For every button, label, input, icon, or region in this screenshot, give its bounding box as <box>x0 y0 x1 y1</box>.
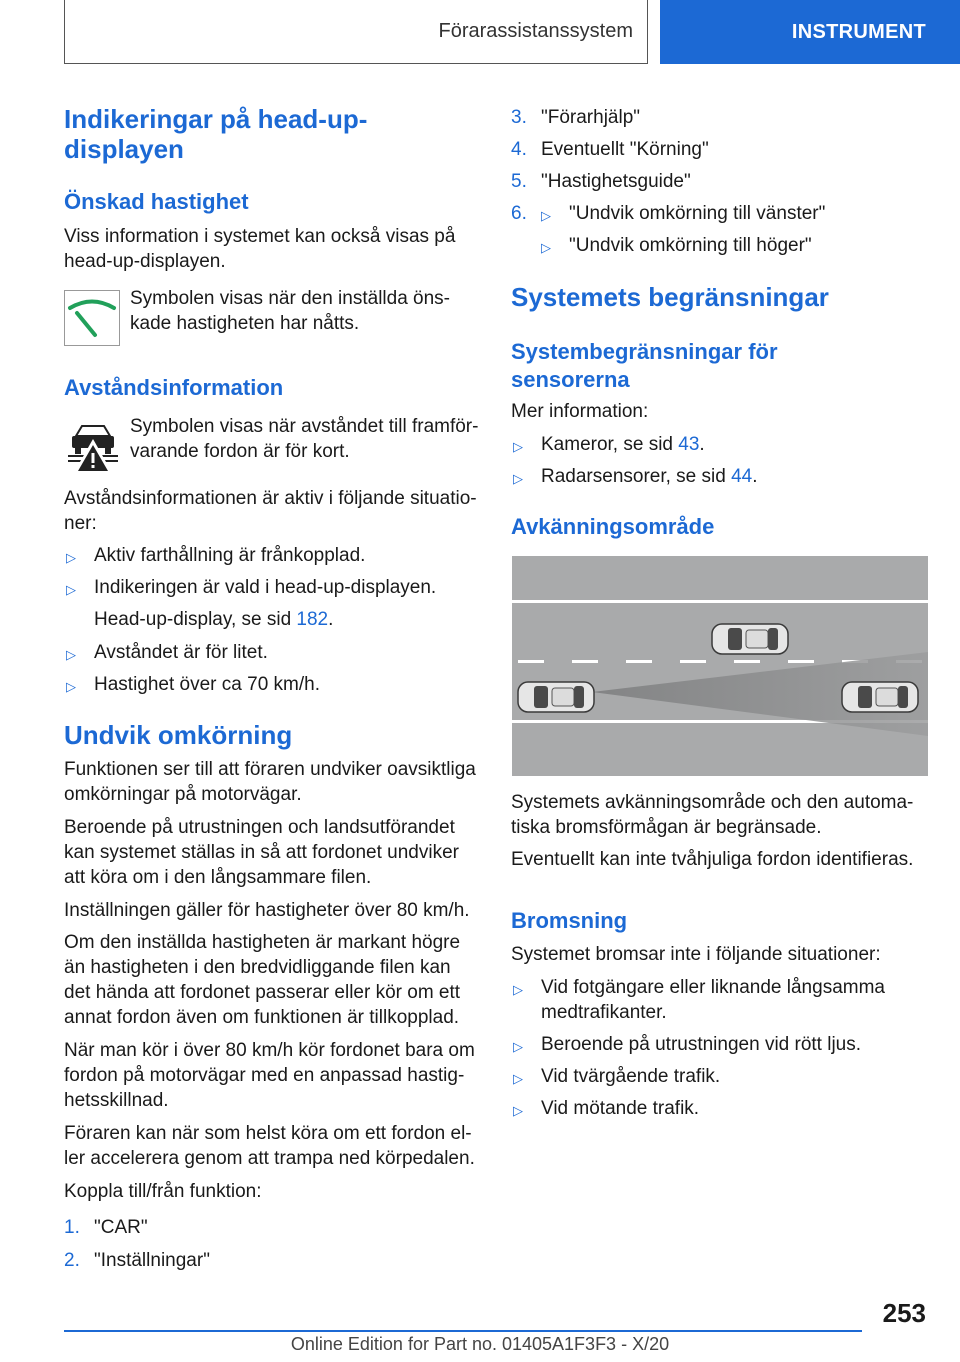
heading-systembegransningar-sensorer <box>511 338 778 394</box>
heading-avkanningsomrade: Avkänningsområde <box>511 514 715 539</box>
para-koppla <box>64 1179 482 1204</box>
cross-ref-end: . <box>699 434 705 455</box>
lane-edge-top <box>512 600 928 603</box>
para-line: tiska bromsförmågan är begränsade. <box>511 817 822 838</box>
para-line: ner: <box>64 513 97 534</box>
para-line: Avståndsinformationen är aktiv i följande situatio- <box>64 488 477 509</box>
step-item <box>64 1215 482 1240</box>
step-number: 4. <box>511 139 527 160</box>
triangle-bullet-icon: ▷ <box>513 1103 523 1118</box>
triangle-bullet-icon: ▷ <box>66 647 76 662</box>
list-item <box>511 975 929 1025</box>
para-installningen <box>64 898 482 923</box>
para-avkanningsomrade <box>511 790 929 840</box>
cross-ref-text: Kameror, se sid <box>541 434 679 455</box>
list-item-text: medtrafikanter. <box>541 1002 667 1023</box>
triangle-bullet-icon: ▷ <box>541 208 551 223</box>
triangle-bullet-icon: ▷ <box>513 1071 523 1086</box>
cross-ref-end: . <box>752 466 758 487</box>
header-section-title: Förarassistanssystem <box>438 20 633 42</box>
step-subitem <box>511 233 929 258</box>
triangle-bullet-icon: ▷ <box>541 240 551 255</box>
step-item <box>511 201 929 226</box>
para-line: kan systemet ställas in så att fordonet undviker <box>64 842 459 863</box>
distance-warning-icon <box>66 420 120 474</box>
heading-onskad-hastighet: Önskad hastighet <box>64 189 249 214</box>
step-number: 1. <box>64 1217 80 1238</box>
para-viss-information <box>64 224 482 274</box>
para-funktionen <box>64 757 482 807</box>
step-item <box>511 105 929 130</box>
triangle-bullet-icon: ▷ <box>513 982 523 997</box>
heading-systemets-begransningar: Systemets begränsningar <box>511 282 829 312</box>
step-number: 5. <box>511 171 527 192</box>
para-line: Eventuellt kan inte tvåhjuliga fordon identifieras. <box>511 849 914 870</box>
list-item <box>64 575 482 600</box>
header-section-tab <box>64 0 648 64</box>
list-item <box>511 464 929 489</box>
page-link-43[interactable]: 43 <box>678 434 700 455</box>
para-line: Symbolen visas när avståndet till framför- <box>130 416 479 437</box>
para-tvahjuliga <box>511 847 929 872</box>
para-line: Viss information i systemet kan också visas på <box>64 226 456 247</box>
para-line: Koppla till/från funktion: <box>64 1181 262 1202</box>
heading-line: sensorerna <box>511 367 630 392</box>
list-item-text: Avståndet är för litet. <box>94 642 268 663</box>
list-item <box>511 432 929 457</box>
cross-ref-text: Radarsensorer, se sid <box>541 466 732 487</box>
page-number: 253 <box>882 1298 926 1328</box>
list-item <box>511 1096 929 1121</box>
list-item-text: Vid fotgängare eller liknande långsamma <box>541 977 885 998</box>
para-line: fordon på motorvägar med en anpassad hastig- <box>64 1065 465 1086</box>
para-line: Inställningen gäller för hastigheter över 80 km/h. <box>64 900 470 921</box>
para-mer-information: Mer information: <box>511 401 649 422</box>
title-line-2: displayen <box>64 134 184 164</box>
step-text: "Undvik omkörning till vänster" <box>569 203 826 224</box>
detection-area-illustration <box>512 556 928 776</box>
para-beroende <box>64 815 482 890</box>
header-chapter-title: INSTRUMENT <box>791 20 926 43</box>
icon-desc-speed <box>130 286 482 336</box>
para-line: omkörningar på motorvägar. <box>64 784 302 805</box>
para-line: Föraren kan när som helst köra om ett fordon el- <box>64 1123 472 1144</box>
list-item-text: Vid mötande trafik. <box>541 1098 700 1119</box>
para-nar-man <box>64 1038 482 1113</box>
para-foraren <box>64 1121 482 1171</box>
title-headup <box>64 104 367 164</box>
para-line: kade hastigheten har nåtts. <box>130 313 360 334</box>
para-line: varande fordon är för kort. <box>130 441 350 462</box>
para-bromsar-inte: Systemet bromsar inte i följande situationer: <box>511 944 881 965</box>
para-avstandsinfo-aktiv <box>64 486 482 536</box>
footer-divider <box>64 1330 862 1332</box>
list-item <box>64 640 482 665</box>
para-line: Funktionen ser till att föraren undviker oavsiktliga <box>64 759 476 780</box>
cross-ref-text: Head-up-display, se sid <box>94 609 297 630</box>
footer-edition: Online Edition for Part no. 01405A1F3F3 - X/20 <box>290 1334 670 1354</box>
page-link-44[interactable]: 44 <box>731 466 753 487</box>
step-number: 3. <box>511 107 527 128</box>
step-item <box>511 137 929 162</box>
list-item-text: Indikeringen är vald i head-up-displayen. <box>94 577 437 598</box>
list-item-text: Beroende på utrustningen vid rött ljus. <box>541 1034 862 1055</box>
para-line: än hastigheten i den bredvidliggande filen kan <box>64 957 451 978</box>
car-front-left-lane <box>712 624 788 654</box>
para-line: att köra om i den långsammare filen. <box>64 867 372 888</box>
step-item <box>64 1248 482 1273</box>
icon-desc-distance <box>130 414 482 464</box>
para-line: Symbolen visas när den inställda öns- <box>130 288 451 309</box>
para-line: ler accelerera genom att trampa ned körpedalen. <box>64 1148 475 1169</box>
para-line: annat fordon även om funktionen är tillkopplad. <box>64 1007 460 1028</box>
list-item <box>511 1064 929 1089</box>
header-chapter-tab <box>660 0 960 64</box>
heading-line: Systembegränsningar för <box>511 339 778 364</box>
heading-undvik-omkorning: Undvik omkörning <box>64 720 293 750</box>
car-ahead <box>842 682 918 712</box>
list-item-text: Aktiv farthållning är frånkopplad. <box>94 545 366 566</box>
car-own-vehicle <box>518 682 594 712</box>
cross-ref-end: . <box>328 609 334 630</box>
para-line: hetsskillnad. <box>64 1090 169 1111</box>
para-line: Om den inställda hastigheten är markant högre <box>64 932 461 953</box>
step-number: 2. <box>64 1250 80 1271</box>
triangle-bullet-icon: ▷ <box>513 439 523 454</box>
triangle-bullet-icon: ▷ <box>66 679 76 694</box>
para-line: När man kör i över 80 km/h kör fordonet bara om <box>64 1040 475 1061</box>
heading-bromsning: Bromsning <box>511 908 628 933</box>
para-line: head-up-displayen. <box>64 251 226 272</box>
step-text: "CAR" <box>94 1217 148 1238</box>
para-om-den <box>64 930 482 1030</box>
step-text: "Förarhjälp" <box>541 107 641 128</box>
list-item <box>511 1032 929 1057</box>
list-item <box>64 543 482 568</box>
triangle-bullet-icon: ▷ <box>66 582 76 597</box>
triangle-bullet-icon: ▷ <box>66 550 76 565</box>
step-text: Eventuellt "Körning" <box>541 139 709 160</box>
title-line-1: Indikeringar på head-up- <box>64 104 368 134</box>
step-text: "Undvik omkörning till höger" <box>569 235 812 256</box>
step-number: 6. <box>511 203 527 224</box>
cross-reference-headup <box>94 607 333 632</box>
step-text: "Inställningar" <box>94 1250 210 1271</box>
para-line: det hända att fordonet passerar eller kör om ett <box>64 982 461 1003</box>
step-item <box>511 169 929 194</box>
list-item-text: Hastighet över ca 70 km/h. <box>94 674 320 695</box>
triangle-bullet-icon: ▷ <box>513 1039 523 1054</box>
step-text: "Hastighetsguide" <box>541 171 691 192</box>
speed-reached-icon <box>64 290 120 346</box>
list-item <box>64 672 482 697</box>
triangle-bullet-icon: ▷ <box>513 471 523 486</box>
list-item-text: Vid tvärgående trafik. <box>541 1066 721 1087</box>
heading-avstandsinformation: Avståndsinformation <box>64 375 284 400</box>
page-link-182[interactable]: 182 <box>296 609 329 630</box>
para-line: Beroende på utrustningen och landsutförandet <box>64 817 455 838</box>
para-line: Systemets avkänningsområde och den automa- <box>511 792 914 813</box>
